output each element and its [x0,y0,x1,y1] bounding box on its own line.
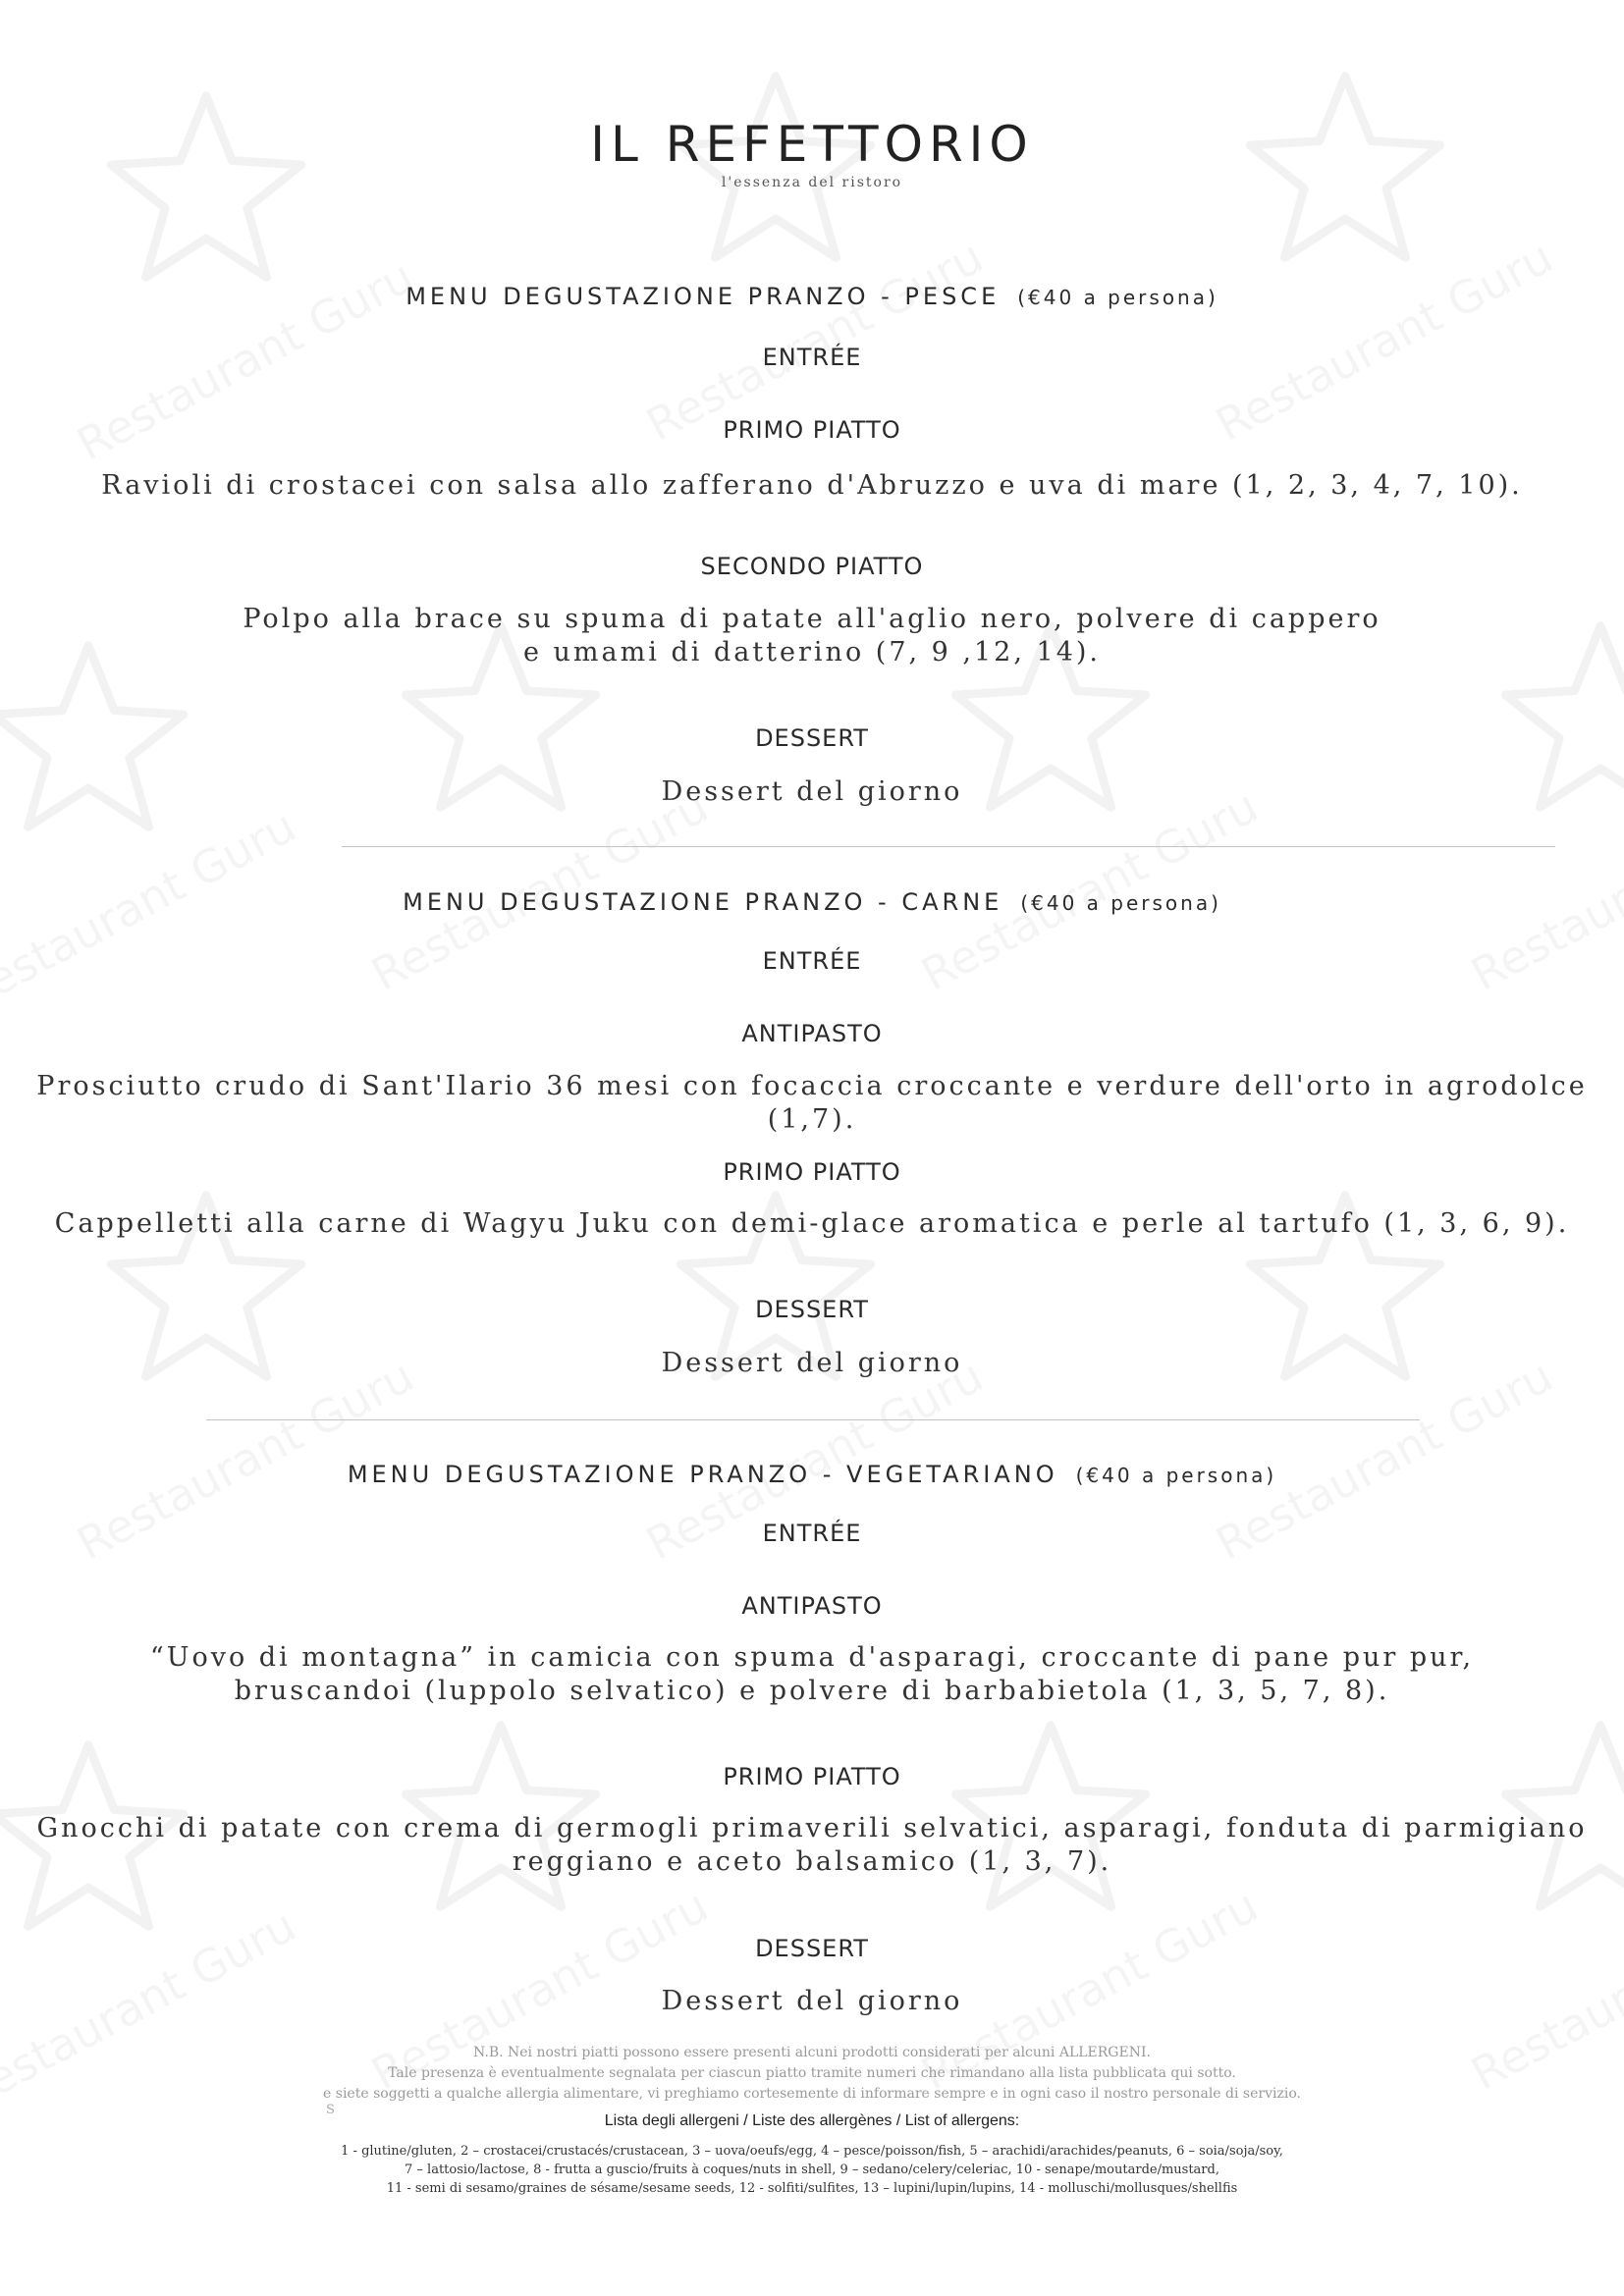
course-label: ANTIPASTO [741,1020,883,1047]
page-mark: S [326,2103,335,2117]
menu-heading-vegetariano [0,1461,1624,1488]
dish-description: Dessert del giorno [661,1348,963,1378]
course-label: PRIMO PIATTO [723,416,901,444]
dish-description: Gnocchi di patate con crema di germogli primaverili selvatici, asparagi, fonduta di parmigiano [36,1813,1588,1843]
course-entree: ENTRÉE [762,344,862,371]
menu-title: MENU DEGUSTAZIONE PRANZO - VEGETARIANO [347,1461,1058,1488]
menu-title: MENU DEGUSTAZIONE PRANZO - PESCE [406,283,1001,310]
course-label: DESSERT [755,1296,869,1323]
course-entree: ENTRÉE [762,947,862,975]
dish-description: Prosciutto crudo di Sant'Ilario 36 mesi con focaccia croccante e verdure dell'orto in agrodolce (1,7). [36,1071,1588,1135]
dish-description: bruscandoi (luppolo selvatico) e polvere di barbabietola (1, 3, 5, 7, 8). [234,1676,1390,1706]
menu-heading-carne [0,888,1624,916]
allergen-note: Tale presenza è eventualmente segnalata per ciascun piatto tramite numeri che rimandano alla lista pubblicata qui sotto. [388,2065,1236,2081]
allergen-note: N.B. Nei nostri piatti possono essere presenti alcuni prodotti considerati per alcuni ALLERGENI. [473,2045,1151,2060]
course-label: SECONDO PIATTO [700,553,924,580]
restaurant-tagline: l'essenza del ristoro [721,175,903,190]
allergen-list-title: Lista degli allergeni / Liste des allergènes / List of allergens: [604,2112,1020,2129]
allergen-list-line: 7 – lattosio/lactose, 8 - frutta a guscio/fruits à coques/nuts in shell, 9 – sedano/celery/celeriac, 10 - senape/moutarde/mustard, [405,2163,1219,2177]
allergen-list-line: 1 - glutine/gluten, 2 – crostacei/crustacés/crustacean, 3 – uova/oeufs/egg, 4 – pesce/poisson/fish, 5 – arachidi/arachides/peanuts, 6 – soia/soja/soy, [341,2144,1283,2159]
dish-description: Dessert del giorno [661,1986,963,2016]
restaurant-logo-title: IL REFETTORIO [590,116,1034,173]
menu-price: (€40 a persona) [1075,1464,1277,1487]
allergen-list-line: 11 - semi di sesamo/graines de sésame/sesame seeds, 12 - solfiti/sulfites, 13 – lupini/lupin/lupins, 14 - molluschi/mollusques/shellfis [386,2181,1238,2196]
course-label: PRIMO PIATTO [723,1763,901,1790]
course-label: ANTIPASTO [741,1592,883,1620]
menu-heading-pesce [0,283,1624,310]
course-label: DESSERT [755,1935,869,1962]
dish-description: “Uovo di montagna” in camicia con spuma d'asparagi, croccante di pane pur pur, [149,1642,1475,1673]
dish-description: Cappelletti alla carne di Wagyu Juku con demi-glace aromatica e perle al tartufo (1, 3, 6, 9). [54,1208,1570,1239]
course-entree: ENTRÉE [762,1520,862,1547]
dish-description: e umami di datterino (7, 9 ,12, 14). [522,637,1101,667]
dish-description: reggiano e aceto balsamico (1, 3, 7). [512,1846,1112,1877]
allergen-note: e siete soggetti a qualche allergia alimentare, vi preghiamo cortesemente di informare sempre e in ogni caso il nostro personale di servizio. [323,2086,1301,2102]
menu-price: (€40 a persona) [1020,891,1221,915]
section-divider [206,1419,1420,1420]
course-label: DESSERT [755,724,869,752]
section-divider [342,846,1555,847]
course-label: PRIMO PIATTO [723,1158,901,1186]
dish-description: Polpo alla brace su spuma di patate all'aglio nero, polvere di cappero [243,604,1381,634]
menu-title: MENU DEGUSTAZIONE PRANZO - CARNE [403,888,1003,916]
dish-description: Dessert del giorno [661,776,963,807]
dish-description: Ravioli di crostacei con salsa allo zafferano d'Abruzzo e uva di mare (1, 2, 3, 4, 7, 10). [101,470,1523,501]
menu-price: (€40 a persona) [1017,286,1218,309]
